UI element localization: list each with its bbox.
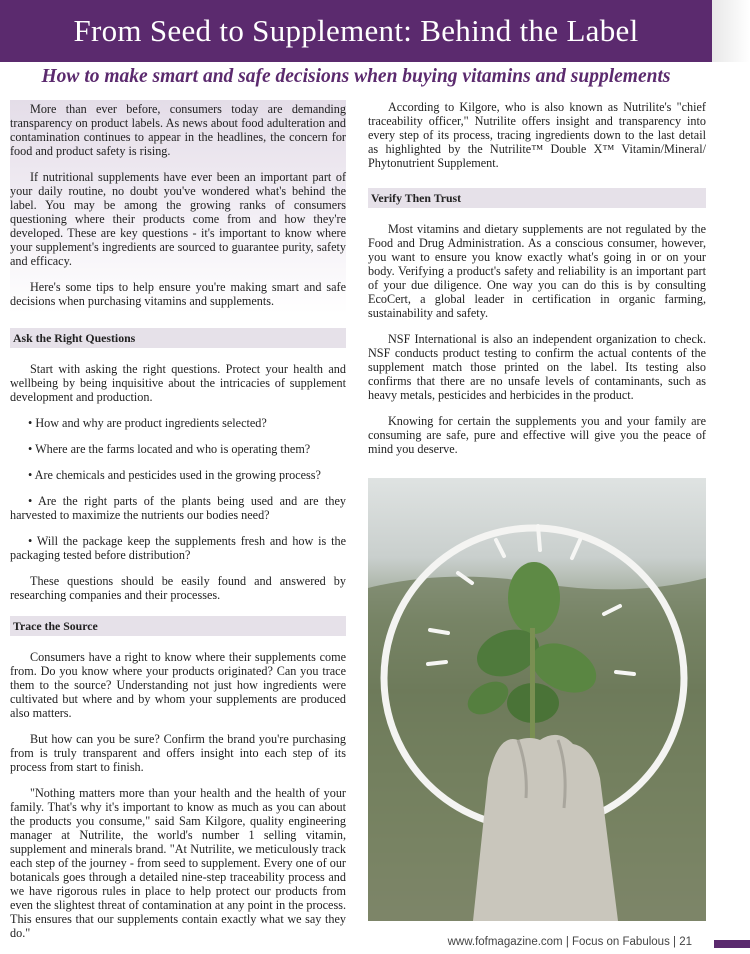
bullet-item: • Will the package keep the supplements fresh and how is the packaging tested before distribution? [10,534,346,562]
intro-paragraph: Here's some tips to help ensure you're making smart and safe decisions when purchasing vitamins and supplements. [10,280,346,308]
intro-block [10,100,346,314]
section-paragraph: According to Kilgore, who is also known as Nutrilite's "chief traceability officer," Nutrilite offers insight and transparency into every step of its process, tracing ingredients down to the last detail as highlighted by the Nutrilite™ Double X™ Vitamin/Mineral/ Phytonutrient Supplement. [368,100,706,170]
seedling-photo [368,478,706,921]
bullet-item: • Where are the farms located and who is operating them? [28,442,311,456]
section-heading-trace: Trace the Source [10,616,346,636]
section-paragraph: But how can you be sure? Confirm the brand you're purchasing from is truly transparent and offers insight into each step of its process from start to finish. [10,732,346,774]
intro-paragraph: If nutritional supplements have ever been an important part of your daily routine, no doubt you've wondered what's behind the label. You may be among the growing ranks of consumers questioning where their products come from and how they're developed. These are key questions - it's important to know where your supplement's ingredients are sourced to guarantee purity, safety and efficacy. [10,170,346,268]
section-heading-verify: Verify Then Trust [368,188,706,208]
section-paragraph: Knowing for certain the supplements you and your family are consuming are safe, pure and effective will give you the peace of mind you deserve. [368,414,706,456]
seedling-illustration [368,478,706,921]
footer-accent-bar [714,940,750,948]
section-heading-ask: Ask the Right Questions [10,328,346,348]
section-paragraph: NSF International is also an independent organization to check. NSF conducts product testing to confirm the actual contents of the supplement match those printed on the label. Its testing also confirms that there are no unsafe levels of contaminants, such as heavy metals, pesticides and herbicides in the product. [368,332,706,402]
section-paragraph: These questions should be easily found and answered by researching companies and their processes. [10,574,346,602]
page-subtitle: How to make smart and safe decisions when buying vitamins and supplements [41,66,671,87]
bullet-item: • Are chemicals and pesticides used in the growing process? [28,468,321,482]
banner-edge [712,0,750,62]
section-paragraph: Consumers have a right to know where their supplements come from. Do you know where your products originated? Can you trace them to the source? Understanding not just how ingredients were cultivated but where and by whom your supplements are produced also matters. [10,650,346,720]
intro-paragraph: More than ever before, consumers today are demanding transparency on product labels. As news about food adulteration and contamination continues to appear in the headlines, the concern for food and product safety is rising. [10,102,346,158]
section-paragraph: Start with asking the right questions. Protect your health and wellbeing by being inquisitive about the intricacies of supplement development and production. [10,362,346,404]
bullet-item: • Are the right parts of the plants being used and are they harvested to maximize the nutrients our bodies need? [10,494,346,522]
page-footer: www.fofmagazine.com | Focus on Fabulous | 21 [447,936,692,948]
quote-paragraph: "Nothing matters more than your health and the health of your family. That's why it's important to know as much as you can about the products you consume," said Sam Kilgore, quality engineering manager at Nutrilite, the world's number 1 selling vitamin, supplement and minerals brand. "At Nutrilite, we meticulously track each step of the journey - from seed to supplement. Every one of our botanicals goes through a detailed nine-step traceability process and we have rigorous rules in place to help protect our products from even the slightest threat of contamination at any point in the process. This ensures that our supplements contain exactly what we say they do." [10,786,346,940]
page-banner [0,0,712,62]
section-paragraph: Most vitamins and dietary supplements are not regulated by the Food and Drug Administration. As a conscious consumer, however, you want to ensure you know exactly what's going in or on your body. Verifying a product's safety and reliability is an important part of your due diligence. One way you can do this is by consulting EcoCert, a global leader in certification in organic farming, sustainability and safety. [368,222,706,320]
right-column [368,100,706,468]
page-title: From Seed to Supplement: Behind the Label [73,13,639,48]
left-column [10,100,346,952]
bullet-item: • How and why are product ingredients selected? [28,416,267,430]
